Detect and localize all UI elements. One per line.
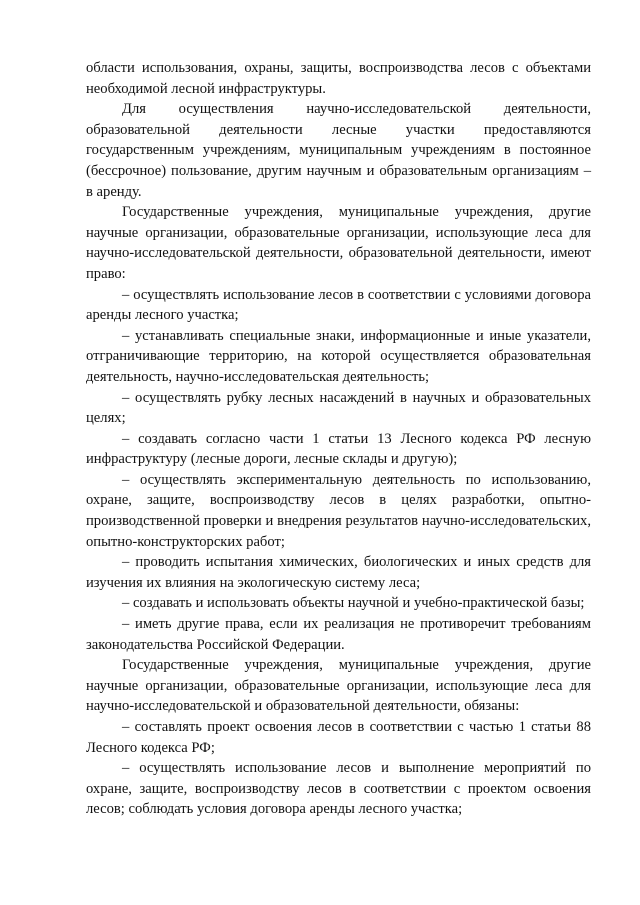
paragraph-obligations-intro: Государственные учреждения, муниципальные учреждения, другие научные организации, образовательные организации, использующие леса для научно-исследовательской и образовательной деятельности, обязаны: bbox=[86, 657, 591, 715]
list-item-right: – осуществлять рубку лесных насаждений в научных и образовательных целях; bbox=[86, 389, 591, 427]
list-item-right: – устанавливать специальные знаки, информационные и иные указатели, отграничивающие территорию, на которой осуществляется образовательная деятельность, научно-исследовательская деятельность; bbox=[86, 327, 591, 385]
list-item-right: – иметь другие права, если их реализация не противоречит требованиям законодательства Российской Федерации. bbox=[86, 616, 591, 653]
paragraph-rights-intro: Государственные учреждения, муниципальные учреждения, другие научные организации, образовательные организации, использующие леса для научно-исследовательской деятельности, образовательной деятельности, имеют право: bbox=[86, 204, 591, 282]
list-item-right: – создавать и использовать объекты научной и учебно-практической базы; bbox=[122, 595, 585, 612]
document-page bbox=[86, 58, 591, 820]
list-item-right: – осуществлять использование лесов в соответствии с условиями договора аренды лесного участка; bbox=[86, 286, 591, 324]
list-item-right: – проводить испытания химических, биологических и иных средств для изучения их влияния на экологическую систему леса; bbox=[86, 554, 591, 591]
list-item-obligation: – осуществлять использование лесов и выполнение мероприятий по охране, защите, воспроизводству лесов в соответствии с проектом освоения лесов; соблюдать условия договора аренды лесного участка; bbox=[86, 760, 591, 818]
list-item-obligation: – составлять проект освоения лесов в соответствии с частью 1 статьи 88 Лесного кодекса РФ; bbox=[86, 719, 591, 756]
list-item-right: – осуществлять экспериментальную деятельность по использованию, охране, защите, воспроизводству лесов в целях разработки, опытно-производственной проверки и внедрения результатов научно-исследовательских, опытно-конструкторских работ; bbox=[86, 471, 591, 550]
list-item-right: – создавать согласно части 1 статьи 13 Лесного кодекса РФ лесную инфраструктуру (лесные дороги, лесные склады и другую); bbox=[86, 430, 591, 468]
paragraph-continuation: области использования, охраны, защиты, воспроизводства лесов с объектами необходимой лесной инфраструктуры. bbox=[86, 60, 591, 97]
paragraph-provision-of-plots: Для осуществления научно-исследовательской деятельности, образовательной деятельности лесные участки предоставляются государственным учреждениям, муниципальным учреждениям в постоянное (бессрочное) пользование, другим научным и образовательным организациям – в аренду. bbox=[86, 101, 591, 200]
